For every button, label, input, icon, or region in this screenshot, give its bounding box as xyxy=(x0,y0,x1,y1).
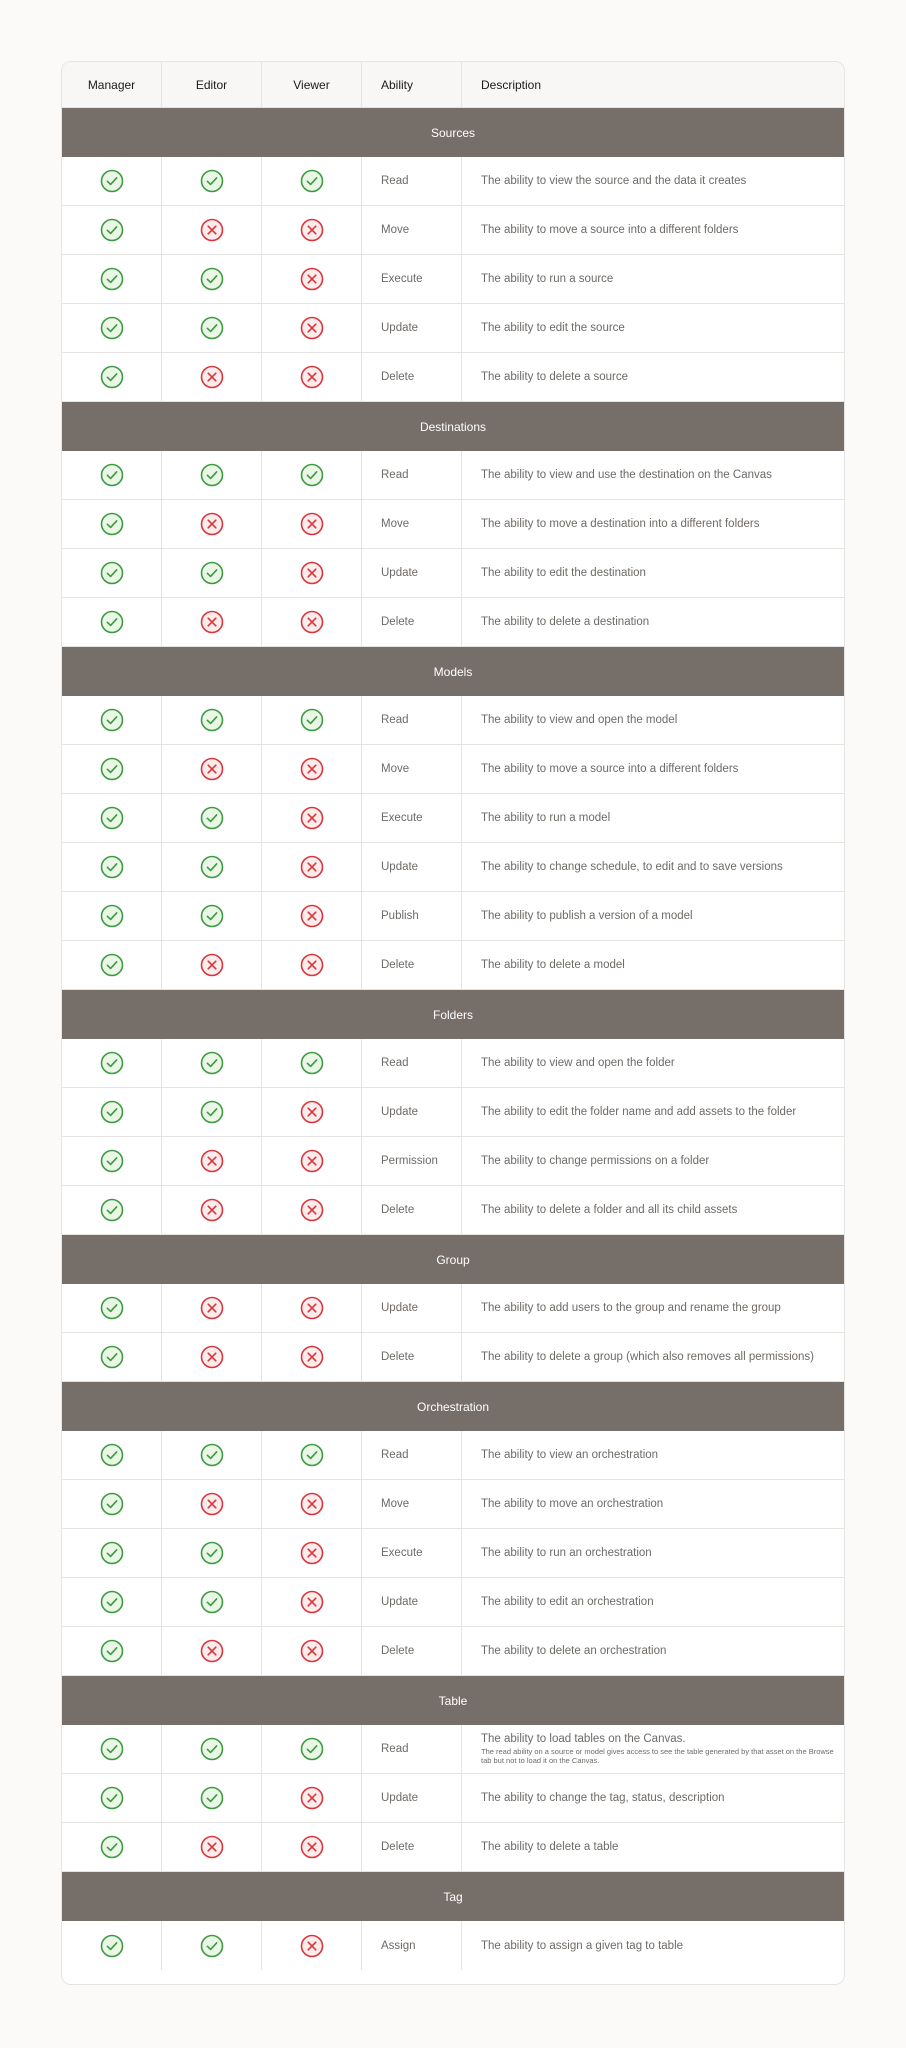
check-circle-icon xyxy=(100,806,124,830)
editor-permission-cell xyxy=(162,500,262,548)
editor-permission-cell xyxy=(162,843,262,891)
description-cell: The ability to move a source into a different folders xyxy=(481,763,739,775)
x-circle-icon xyxy=(300,953,324,977)
x-circle-icon xyxy=(200,1835,224,1859)
ability-cell: Execute xyxy=(362,1529,462,1577)
manager-permission-cell xyxy=(62,598,162,646)
viewer-permission-cell xyxy=(262,696,362,744)
check-circle-icon xyxy=(100,1492,124,1516)
check-circle-icon xyxy=(200,316,224,340)
ability-cell: Move xyxy=(362,1480,462,1528)
editor-permission-cell xyxy=(162,304,262,352)
editor-permission-cell xyxy=(162,745,262,793)
check-circle-icon xyxy=(200,267,224,291)
viewer-permission-cell xyxy=(262,892,362,940)
description-cell: The ability to edit the source xyxy=(481,322,625,334)
x-circle-icon xyxy=(200,1345,224,1369)
editor-permission-cell xyxy=(162,1627,262,1675)
ability-cell: Delete xyxy=(362,1186,462,1234)
x-circle-icon xyxy=(300,218,324,242)
ability-cell: Update xyxy=(362,1284,462,1332)
ability-cell: Read xyxy=(362,451,462,499)
x-circle-icon xyxy=(200,757,224,781)
x-circle-icon xyxy=(300,316,324,340)
x-circle-icon xyxy=(200,365,224,389)
check-circle-icon xyxy=(100,1639,124,1663)
description-text: The ability to load tables on the Canvas. xyxy=(481,1733,686,1745)
manager-permission-cell xyxy=(62,255,162,303)
x-circle-icon xyxy=(200,1296,224,1320)
check-circle-icon xyxy=(300,1443,324,1467)
description-cell: The ability to delete a source xyxy=(481,371,629,383)
manager-permission-cell xyxy=(62,157,162,205)
manager-permission-cell xyxy=(62,794,162,842)
manager-permission-cell xyxy=(62,206,162,254)
table-row xyxy=(62,598,844,647)
check-circle-icon xyxy=(100,218,124,242)
manager-permission-cell xyxy=(62,1039,162,1087)
check-circle-icon xyxy=(200,1934,224,1958)
check-circle-icon xyxy=(100,512,124,536)
viewer-permission-cell xyxy=(262,1088,362,1136)
ability-cell: Delete xyxy=(362,941,462,989)
ability-cell: Read xyxy=(362,1431,462,1479)
viewer-permission-cell xyxy=(262,500,362,548)
section-header: Destinations xyxy=(62,402,844,451)
manager-permission-cell xyxy=(62,1529,162,1577)
section-header: Table xyxy=(62,1676,844,1725)
check-circle-icon xyxy=(100,757,124,781)
ability-cell: Move xyxy=(362,500,462,548)
description-cell: The ability to add users to the group and rename the group xyxy=(481,1302,781,1314)
editor-permission-cell xyxy=(162,1529,262,1577)
check-circle-icon xyxy=(300,1737,324,1761)
table-row xyxy=(62,1480,844,1529)
viewer-permission-cell xyxy=(262,206,362,254)
description-cell: The ability to delete a folder and all its child assets xyxy=(481,1204,738,1216)
x-circle-icon xyxy=(300,1590,324,1614)
check-circle-icon xyxy=(100,1934,124,1958)
ability-cell: Read xyxy=(362,1725,462,1773)
check-circle-icon xyxy=(200,904,224,928)
check-circle-icon xyxy=(300,708,324,732)
check-circle-icon xyxy=(200,855,224,879)
editor-permission-cell xyxy=(162,1088,262,1136)
viewer-permission-cell xyxy=(262,1627,362,1675)
check-circle-icon xyxy=(100,953,124,977)
description-cell: The ability to delete a table xyxy=(481,1841,619,1853)
check-circle-icon xyxy=(100,365,124,389)
table-row xyxy=(62,157,844,206)
description-cell: The ability to view the source and the data it creates xyxy=(481,175,747,187)
section-header: Orchestration xyxy=(62,1382,844,1431)
ability-cell: Read xyxy=(362,1039,462,1087)
manager-permission-cell xyxy=(62,941,162,989)
check-circle-icon xyxy=(100,1443,124,1467)
check-circle-icon xyxy=(100,1786,124,1810)
check-circle-icon xyxy=(100,904,124,928)
ability-cell: Delete xyxy=(362,598,462,646)
manager-permission-cell xyxy=(62,1725,162,1773)
description-cell: The ability to publish a version of a model xyxy=(481,910,693,922)
editor-permission-cell xyxy=(162,255,262,303)
ability-cell: Update xyxy=(362,1774,462,1822)
viewer-permission-cell xyxy=(262,451,362,499)
editor-permission-cell xyxy=(162,941,262,989)
table-row xyxy=(62,941,844,990)
check-circle-icon xyxy=(100,1051,124,1075)
manager-permission-cell xyxy=(62,1333,162,1381)
check-circle-icon xyxy=(200,708,224,732)
viewer-permission-cell xyxy=(262,745,362,793)
table-row xyxy=(62,451,844,500)
description-cell: The ability to run a source xyxy=(481,273,614,285)
check-circle-icon xyxy=(200,806,224,830)
x-circle-icon xyxy=(300,1345,324,1369)
check-circle-icon xyxy=(100,267,124,291)
description-cell: The ability to change schedule, to edit and to save versions xyxy=(481,861,783,873)
manager-permission-cell xyxy=(62,1774,162,1822)
ability-cell: Publish xyxy=(362,892,462,940)
table-row xyxy=(62,1529,844,1578)
viewer-permission-cell xyxy=(262,941,362,989)
x-circle-icon xyxy=(200,610,224,634)
x-circle-icon xyxy=(200,1149,224,1173)
editor-permission-cell xyxy=(162,1921,262,1970)
section-header: Group xyxy=(62,1235,844,1284)
table-row xyxy=(62,206,844,255)
ability-cell: Delete xyxy=(362,1823,462,1871)
x-circle-icon xyxy=(200,1198,224,1222)
ability-cell: Permission xyxy=(362,1137,462,1185)
check-circle-icon xyxy=(200,1443,224,1467)
section-header: Models xyxy=(62,647,844,696)
description-cell: The ability to change permissions on a folder xyxy=(481,1155,710,1167)
table-row xyxy=(62,1284,844,1333)
manager-permission-cell xyxy=(62,1480,162,1528)
manager-permission-cell xyxy=(62,1823,162,1871)
table-row xyxy=(62,304,844,353)
ability-cell: Delete xyxy=(362,353,462,401)
x-circle-icon xyxy=(300,561,324,585)
check-circle-icon xyxy=(300,169,324,193)
description-cell: The ability to delete a destination xyxy=(481,616,650,628)
x-circle-icon xyxy=(300,1835,324,1859)
x-circle-icon xyxy=(300,1198,324,1222)
check-circle-icon xyxy=(100,610,124,634)
x-circle-icon xyxy=(300,267,324,291)
description-wrap xyxy=(481,1733,834,1765)
description-cell: The ability to edit the destination xyxy=(481,567,646,579)
description-cell: The ability to delete an orchestration xyxy=(481,1645,667,1657)
check-circle-icon xyxy=(100,1100,124,1124)
viewer-permission-cell xyxy=(262,1431,362,1479)
editor-permission-cell xyxy=(162,1725,262,1773)
x-circle-icon xyxy=(200,953,224,977)
table-row xyxy=(62,1823,844,1872)
table-row xyxy=(62,1039,844,1088)
check-circle-icon xyxy=(100,708,124,732)
description-cell: The ability to view and open the model xyxy=(481,714,678,726)
manager-permission-cell xyxy=(62,549,162,597)
table-row xyxy=(62,1186,844,1235)
x-circle-icon xyxy=(300,1639,324,1663)
description-cell: The ability to delete a model xyxy=(481,959,625,971)
check-circle-icon xyxy=(100,1149,124,1173)
section-header: Tag xyxy=(62,1872,844,1921)
table-row xyxy=(62,1431,844,1480)
ability-cell: Move xyxy=(362,745,462,793)
table-row xyxy=(62,696,844,745)
header-manager: Manager xyxy=(62,62,162,107)
viewer-permission-cell xyxy=(262,1578,362,1626)
table-row xyxy=(62,353,844,402)
manager-permission-cell xyxy=(62,843,162,891)
manager-permission-cell xyxy=(62,1627,162,1675)
editor-permission-cell xyxy=(162,1578,262,1626)
ability-cell: Read xyxy=(362,157,462,205)
ability-cell: Assign xyxy=(362,1921,462,1970)
check-circle-icon xyxy=(200,1541,224,1565)
manager-permission-cell xyxy=(62,1431,162,1479)
ability-cell: Execute xyxy=(362,255,462,303)
viewer-permission-cell xyxy=(262,353,362,401)
check-circle-icon xyxy=(200,1737,224,1761)
x-circle-icon xyxy=(200,512,224,536)
table-row xyxy=(62,745,844,794)
x-circle-icon xyxy=(300,365,324,389)
section-header: Folders xyxy=(62,990,844,1039)
table-row xyxy=(62,1088,844,1137)
editor-permission-cell xyxy=(162,353,262,401)
description-cell: The ability to view and use the destination on the Canvas xyxy=(481,469,772,481)
check-circle-icon xyxy=(100,1541,124,1565)
editor-permission-cell xyxy=(162,1137,262,1185)
editor-permission-cell xyxy=(162,598,262,646)
check-circle-icon xyxy=(100,169,124,193)
check-circle-icon xyxy=(100,1345,124,1369)
viewer-permission-cell xyxy=(262,1921,362,1970)
check-circle-icon xyxy=(300,1051,324,1075)
description-cell: The ability to move a source into a different folders xyxy=(481,224,739,236)
ability-cell: Update xyxy=(362,843,462,891)
table-header-row xyxy=(62,62,844,108)
permissions-table xyxy=(61,61,845,1985)
ability-cell: Move xyxy=(362,206,462,254)
ability-cell: Update xyxy=(362,1578,462,1626)
manager-permission-cell xyxy=(62,353,162,401)
check-circle-icon xyxy=(100,1835,124,1859)
viewer-permission-cell xyxy=(262,157,362,205)
x-circle-icon xyxy=(200,1492,224,1516)
table-row xyxy=(62,1774,844,1823)
section-header: Sources xyxy=(62,108,844,157)
editor-permission-cell xyxy=(162,1774,262,1822)
ability-cell: Update xyxy=(362,549,462,597)
x-circle-icon xyxy=(300,904,324,928)
check-circle-icon xyxy=(200,1100,224,1124)
x-circle-icon xyxy=(300,1786,324,1810)
check-circle-icon xyxy=(200,1786,224,1810)
viewer-permission-cell xyxy=(262,843,362,891)
editor-permission-cell xyxy=(162,1333,262,1381)
description-cell: The ability to assign a given tag to table xyxy=(481,1939,684,1952)
description-cell: The ability to move a destination into a different folders xyxy=(481,518,760,530)
manager-permission-cell xyxy=(62,1088,162,1136)
ability-cell: Delete xyxy=(362,1627,462,1675)
x-circle-icon xyxy=(300,1296,324,1320)
viewer-permission-cell xyxy=(262,1480,362,1528)
check-circle-icon xyxy=(100,1296,124,1320)
description-cell: The ability to move an orchestration xyxy=(481,1498,664,1510)
table-row xyxy=(62,892,844,941)
viewer-permission-cell xyxy=(262,794,362,842)
table-row xyxy=(62,549,844,598)
editor-permission-cell xyxy=(162,1823,262,1871)
table-row xyxy=(62,843,844,892)
viewer-permission-cell xyxy=(262,1725,362,1773)
viewer-permission-cell xyxy=(262,1529,362,1577)
editor-permission-cell xyxy=(162,206,262,254)
check-circle-icon xyxy=(200,561,224,585)
description-cell: The ability to delete a group (which also removes all permissions) xyxy=(481,1351,815,1363)
check-circle-icon xyxy=(200,1590,224,1614)
table-row xyxy=(62,1627,844,1676)
table-body xyxy=(62,108,844,1970)
manager-permission-cell xyxy=(62,1921,162,1970)
viewer-permission-cell xyxy=(262,255,362,303)
manager-permission-cell xyxy=(62,745,162,793)
viewer-permission-cell xyxy=(262,1333,362,1381)
check-circle-icon xyxy=(100,1590,124,1614)
check-circle-icon xyxy=(100,855,124,879)
x-circle-icon xyxy=(200,218,224,242)
check-circle-icon xyxy=(100,561,124,585)
x-circle-icon xyxy=(300,512,324,536)
x-circle-icon xyxy=(300,1541,324,1565)
x-circle-icon xyxy=(300,1492,324,1516)
check-circle-icon xyxy=(100,463,124,487)
check-circle-icon xyxy=(200,169,224,193)
table-row xyxy=(62,1725,844,1774)
description-cell: The ability to view and open the folder xyxy=(481,1057,675,1069)
description-cell: The ability to change the tag, status, description xyxy=(481,1792,725,1804)
table-row xyxy=(62,1921,844,1970)
description-cell xyxy=(462,1725,844,1773)
ability-cell: Update xyxy=(362,304,462,352)
viewer-permission-cell xyxy=(262,1823,362,1871)
ability-cell: Read xyxy=(362,696,462,744)
editor-permission-cell xyxy=(162,696,262,744)
x-circle-icon xyxy=(300,1149,324,1173)
editor-permission-cell xyxy=(162,1284,262,1332)
viewer-permission-cell xyxy=(262,1137,362,1185)
description-cell: The ability to edit an orchestration xyxy=(481,1596,654,1608)
check-circle-icon xyxy=(100,316,124,340)
manager-permission-cell xyxy=(62,1137,162,1185)
x-circle-icon xyxy=(200,1639,224,1663)
description-cell: The ability to run a model xyxy=(481,812,611,824)
check-circle-icon xyxy=(100,1737,124,1761)
editor-permission-cell xyxy=(162,794,262,842)
ability-cell: Update xyxy=(362,1088,462,1136)
manager-permission-cell xyxy=(62,451,162,499)
table-row xyxy=(62,500,844,549)
ability-cell: Delete xyxy=(362,1333,462,1381)
x-circle-icon xyxy=(300,1934,324,1958)
check-circle-icon xyxy=(100,1198,124,1222)
viewer-permission-cell xyxy=(262,1284,362,1332)
viewer-permission-cell xyxy=(262,1774,362,1822)
check-circle-icon xyxy=(300,463,324,487)
header-description: Description xyxy=(481,77,542,92)
editor-permission-cell xyxy=(162,1431,262,1479)
viewer-permission-cell xyxy=(262,598,362,646)
description-note: The read ability on a source or model gives access to see the table generated by that asset on the Browse tab but not to load it on the Canvas. xyxy=(481,1747,834,1765)
editor-permission-cell xyxy=(162,549,262,597)
x-circle-icon xyxy=(300,1100,324,1124)
viewer-permission-cell xyxy=(262,1039,362,1087)
manager-permission-cell xyxy=(62,500,162,548)
ability-cell: Execute xyxy=(362,794,462,842)
table-row xyxy=(62,1137,844,1186)
editor-permission-cell xyxy=(162,1480,262,1528)
editor-permission-cell xyxy=(162,1186,262,1234)
viewer-permission-cell xyxy=(262,1186,362,1234)
header-editor: Editor xyxy=(162,62,262,107)
header-ability: Ability xyxy=(362,62,462,107)
table-row xyxy=(62,255,844,304)
x-circle-icon xyxy=(300,855,324,879)
viewer-permission-cell xyxy=(262,304,362,352)
x-circle-icon xyxy=(300,610,324,634)
manager-permission-cell xyxy=(62,696,162,744)
table-row xyxy=(62,1578,844,1627)
editor-permission-cell xyxy=(162,157,262,205)
manager-permission-cell xyxy=(62,892,162,940)
x-circle-icon xyxy=(300,806,324,830)
table-row xyxy=(62,1333,844,1382)
manager-permission-cell xyxy=(62,304,162,352)
check-circle-icon xyxy=(200,1051,224,1075)
manager-permission-cell xyxy=(62,1578,162,1626)
description-cell: The ability to edit the folder name and add assets to the folder xyxy=(481,1106,797,1118)
x-circle-icon xyxy=(300,757,324,781)
header-viewer: Viewer xyxy=(262,62,362,107)
editor-permission-cell xyxy=(162,451,262,499)
table-row xyxy=(62,794,844,843)
description-cell: The ability to run an orchestration xyxy=(481,1547,652,1559)
manager-permission-cell xyxy=(62,1186,162,1234)
check-circle-icon xyxy=(200,463,224,487)
description-cell: The ability to view an orchestration xyxy=(481,1449,659,1461)
viewer-permission-cell xyxy=(262,549,362,597)
editor-permission-cell xyxy=(162,892,262,940)
manager-permission-cell xyxy=(62,1284,162,1332)
editor-permission-cell xyxy=(162,1039,262,1087)
